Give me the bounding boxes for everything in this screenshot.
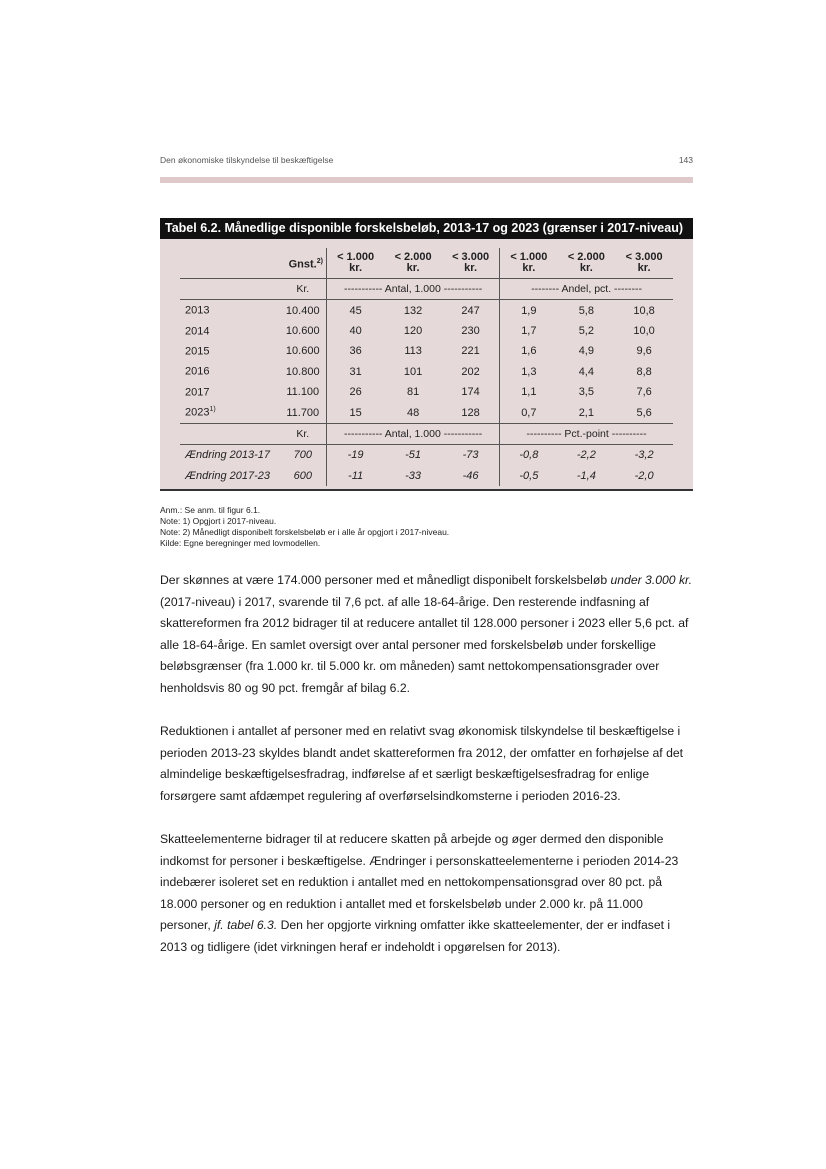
cell-p2: 2,1 <box>578 406 594 419</box>
cell-p1: 1,7 <box>500 321 558 341</box>
cell-p1: -0,8 <box>500 445 558 466</box>
cell-a1: -11 <box>326 466 384 486</box>
cell-p1: -0,5 <box>500 466 558 486</box>
table-row <box>180 402 673 423</box>
cell-a3: 221 <box>461 345 480 358</box>
row-year: 2015 <box>185 345 210 358</box>
table-row <box>180 300 673 321</box>
table-header-row <box>180 248 673 279</box>
cell-p3: 8,8 <box>636 365 652 378</box>
cell-p1: 1,6 <box>500 341 558 361</box>
header-lt2000-antal: < 2.000 kr. <box>384 248 442 279</box>
cell-p3: -3,2 <box>615 445 673 466</box>
cell-p3: 10,0 <box>633 324 655 337</box>
note-source: Kilde: Egne beregninger med lovmodellen. <box>160 538 321 548</box>
header-rule <box>160 177 693 183</box>
cell-p1: 1,1 <box>500 382 558 402</box>
cell-a3: 230 <box>461 324 480 337</box>
header-lt1000-andel: < 1.000 kr. <box>500 248 558 279</box>
running-header <box>160 155 693 165</box>
unit-kr: Kr. <box>280 279 327 300</box>
table-row <box>180 321 673 341</box>
cell-gnst: 10.800 <box>285 365 320 378</box>
table-row <box>180 341 673 361</box>
unit-antal: ----------- Antal, 1.000 ----------- <box>326 279 499 300</box>
note-anm: Anm.: Se anm. til figur 6.1. <box>160 505 261 515</box>
cell-a2: 101 <box>403 365 423 378</box>
page-number: 143 <box>678 155 693 165</box>
note-2: Note: 2) Månedligt disponibelt forskelsbeløb er i alle år opgjort i 2017-niveau. <box>160 527 450 537</box>
row-label: Ændring 2013-17 <box>180 445 280 466</box>
row-year: 2014 <box>185 325 210 338</box>
cell-a1: 40 <box>326 321 384 341</box>
cell-a3: 174 <box>461 386 480 399</box>
cell-a3: 247 <box>461 304 480 317</box>
cell-p3: -2,0 <box>634 469 654 482</box>
cell-a3: -73 <box>442 445 500 466</box>
unit-antal-change: ----------- Antal, 1.000 ----------- <box>326 423 499 444</box>
cell-a3: 128 <box>461 406 480 419</box>
row-year: 2017 <box>185 386 210 399</box>
table-panel <box>160 239 693 491</box>
cell-a1: 36 <box>326 341 384 361</box>
cell-gnst: 11.100 <box>286 386 320 399</box>
cell-p3: 9,6 <box>636 345 652 358</box>
header-blank <box>180 248 280 279</box>
row-year: 2023$^{1)}$ <box>185 406 216 419</box>
cell-p1: 1,9 <box>500 300 558 321</box>
cell-p2: 3,5 <box>578 386 594 399</box>
cell-gnst: 700 <box>280 445 327 466</box>
paragraph-2: Reduktionen i antallet af personer med en relativt svag økonomisk tilskyndelse til beskæftigelse i perioden 2013-23 skyldes blandt andet skattereformen fra 2012, der omfatter en forhøjelse af det almindelige beskæftigelsesfradrag, indførelse af et særligt beskæftigelsesfradrag for enlige forsørgere samt afdæmpet regulering af overførselsindkomsterne i perioden 2016-23. <box>160 724 684 803</box>
cell-p2: 4,9 <box>578 345 594 358</box>
cell-p3: 5,6 <box>636 406 652 419</box>
cell-gnst: 600 <box>293 469 312 482</box>
header-lt2000-andel: < 2.000 kr. <box>557 248 615 279</box>
cell-a2: 120 <box>403 324 423 337</box>
cell-a2: 113 <box>404 345 422 358</box>
paragraph-3: Skatteelementerne bidrager til at reducere skatten på arbejde og øger dermed den disponible indkomst for personer i beskæftigelse. Ændringer i personskatteelementerne i perioden 2014-23 indebærer isoleret set en reduktion i antallet med en nettokompensationsgrad over 80 pct. på 18.000 personer og en reduktion i antallet med et forskelsbeløb under 2.000 kr. på 11.000 personer, jf. tabel 6.3. Den her opgjorte virkning omfatter ikke skatteelementer, der er indfaset i 2013 og tidligere (idet virkningen heraf er indeholdt i opgørelsen for 2013). <box>160 832 679 954</box>
cell-a3: 202 <box>461 365 480 378</box>
cell-a2: 81 <box>406 386 420 399</box>
unit-andel: -------- Andel, pct. -------- <box>500 279 673 300</box>
cell-a1: 15 <box>326 402 384 423</box>
cell-a2: 132 <box>403 304 423 317</box>
change-row <box>180 445 673 466</box>
row-year: 2016 <box>185 366 210 379</box>
data-table <box>180 248 673 486</box>
unit-pct-point: ---------- Pct.-point ---------- <box>500 423 673 444</box>
body-text <box>160 570 695 980</box>
cell-p2: -1,4 <box>576 469 596 482</box>
unit-row-change <box>180 423 673 444</box>
cell-a1: 31 <box>326 362 384 382</box>
table-row <box>180 362 673 382</box>
cell-p1: 1,3 <box>500 362 558 382</box>
paragraph-1: Der skønnes at være 174.000 personer med et månedligt disponibelt forskelsbeløb under 3.000 kr. (2017-niveau) i 2017, svarende til 7,6 pct. af alle 18-64-årige. Den resterende indfasning af skattereformen fra 2012 bidrager til at reducere antallet til 128.000 personer i 2023 eller 5,6 pct. af alle 18-64-årige. En samlet oversigt over antal personer med forskelsbeløb under forskellige beløbsgrænser (fra 1.000 kr. til 5.000 kr. om måneden) samt nettokompensationsgrader over henholdsvis 80 og 90 pct. fremgår af bilag 6.2. <box>160 573 693 695</box>
cell-a2: -51 <box>384 445 442 466</box>
cell-p2: -2,2 <box>557 445 615 466</box>
header-lt1000-antal: < 1.000 kr. <box>326 248 384 279</box>
cell-p3: 7,6 <box>636 386 652 399</box>
cell-p2: 4,4 <box>578 365 594 378</box>
running-title: Den økonomiske tilskyndelse til beskæftigelse <box>160 155 334 165</box>
header-gnst: Gnst.$^{2)}$ <box>280 248 327 279</box>
table-row <box>180 382 673 402</box>
cell-p3: 10,8 <box>633 304 655 317</box>
cell-a3: -46 <box>462 469 479 482</box>
table-notes <box>160 505 449 549</box>
header-lt3000-andel: < 3.000 kr. <box>615 248 673 279</box>
row-year: 2013 <box>185 304 210 317</box>
table-title: Tabel 6.2. Månedlige disponible forskelsbeløb, 2013-17 og 2023 (grænser i 2017-niveau) <box>160 218 693 239</box>
cell-p2: 5,8 <box>578 304 594 317</box>
unit-row <box>180 279 673 300</box>
cell-a1: 45 <box>326 300 384 321</box>
cell-p2: 5,2 <box>578 324 594 337</box>
cell-p1: 0,7 <box>500 402 558 423</box>
cell-gnst: 10.600 <box>285 324 320 337</box>
cell-gnst: 11.700 <box>286 406 320 419</box>
cell-a2: -33 <box>405 469 422 482</box>
cell-gnst: 10.400 <box>285 304 320 317</box>
cell-a1: 26 <box>326 382 384 402</box>
header-lt3000-antal: < 3.000 kr. <box>442 248 500 279</box>
unit-kr-change: Kr. <box>280 423 327 444</box>
cell-a1: -19 <box>326 445 384 466</box>
change-row <box>180 466 673 486</box>
note-1: Note: 1) Opgjort i 2017-niveau. <box>160 516 277 526</box>
cell-gnst: 10.600 <box>285 345 320 358</box>
row-label: Ændring 2017-23 <box>185 469 271 482</box>
cell-a2: 48 <box>406 406 420 419</box>
